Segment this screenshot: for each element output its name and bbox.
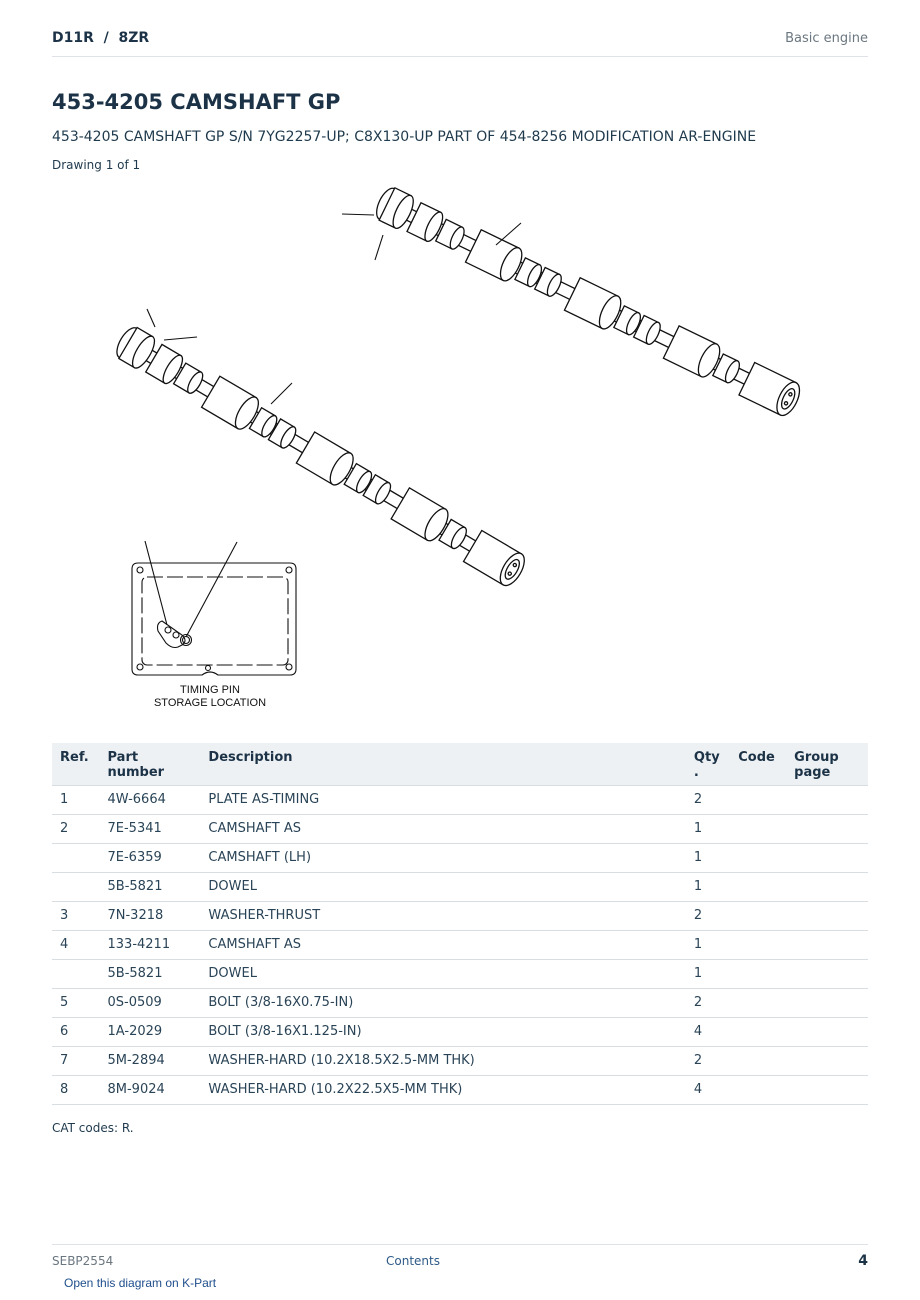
col-part-number: Part number: [100, 743, 201, 785]
cell-part-number: 4W-6664: [100, 785, 201, 814]
cell-qty: 1: [686, 930, 730, 959]
cell-code: [730, 843, 786, 872]
drawing-count-label: Drawing 1 of 1: [52, 158, 141, 172]
cell-part-number: 7E-6359: [100, 843, 201, 872]
cell-qty: 1: [686, 959, 730, 988]
cell-part-number: 5B-5821: [100, 959, 201, 988]
cell-description: DOWEL: [200, 959, 686, 988]
cell-code: [730, 988, 786, 1017]
inset-label-line1: TIMING PIN: [180, 684, 240, 696]
cell-group-page: [786, 1075, 868, 1104]
cell-part-number: 133-4211: [100, 930, 201, 959]
cell-group-page: [786, 872, 868, 901]
cell-qty: 2: [686, 988, 730, 1017]
page-subtitle: 453-4205 CAMSHAFT GP S/N 7YG2257-UP; C8X130-UP PART OF 454-8256 MODIFICATION AR-ENGINE: [52, 129, 757, 145]
inset-label-line2: STORAGE LOCATION: [153, 697, 267, 709]
cell-description: DOWEL: [200, 872, 686, 901]
cell-qty: 2: [686, 901, 730, 930]
cell-part-number: 5B-5821: [100, 872, 201, 901]
cell-code: [730, 872, 786, 901]
cell-description: PLATE AS-TIMING: [200, 785, 686, 814]
cell-description: WASHER-THRUST: [200, 901, 686, 930]
page-header: [52, 28, 868, 57]
cell-qty: 4: [686, 1075, 730, 1104]
table-row: [52, 1075, 868, 1104]
cell-code: [730, 1017, 786, 1046]
cell-ref: 6: [52, 1017, 100, 1046]
table-row: [52, 872, 868, 901]
cell-group-page: [786, 930, 868, 959]
cell-part-number: 7N-3218: [100, 901, 201, 930]
col-code: Code: [730, 743, 786, 785]
table-row: [52, 988, 868, 1017]
page-footer: [52, 1244, 868, 1275]
page-number: 4: [858, 1253, 868, 1269]
cell-group-page: [786, 988, 868, 1017]
cell-ref: 1: [52, 785, 100, 814]
camshaft-diagram: [100, 175, 820, 720]
cell-code: [730, 930, 786, 959]
cell-ref: [52, 872, 100, 901]
table-row: [52, 930, 868, 959]
cat-codes-note: CAT codes: R.: [52, 1121, 134, 1135]
cell-code: [730, 959, 786, 988]
cell-group-page: [786, 1046, 868, 1075]
callout-lines: [145, 214, 521, 637]
cell-code: [730, 814, 786, 843]
cell-description: BOLT (3/8-16X0.75-IN): [200, 988, 686, 1017]
cell-group-page: [786, 814, 868, 843]
col-group-page: Group page: [786, 743, 868, 785]
model-label: D11R / 8ZR: [52, 30, 150, 46]
col-description: Description: [200, 743, 686, 785]
cell-ref: [52, 959, 100, 988]
cell-description: CAMSHAFT (LH): [200, 843, 686, 872]
cell-qty: 4: [686, 1017, 730, 1046]
cell-ref: 3: [52, 901, 100, 930]
section-label: Basic engine: [785, 31, 868, 46]
contents-link[interactable]: Contents: [386, 1254, 440, 1268]
table-row: [52, 843, 868, 872]
table-row: [52, 785, 868, 814]
parts-table: [52, 743, 868, 1105]
cell-group-page: [786, 785, 868, 814]
kpart-link[interactable]: Open this diagram on K-Part: [64, 1276, 217, 1290]
cell-description: BOLT (3/8-16X1.125-IN): [200, 1017, 686, 1046]
table-row: [52, 901, 868, 930]
cell-ref: [52, 843, 100, 872]
page-title: 453-4205 CAMSHAFT GP: [52, 90, 341, 114]
cell-group-page: [786, 959, 868, 988]
document-number: SEBP2554: [52, 1254, 114, 1268]
cell-part-number: 1A-2029: [100, 1017, 201, 1046]
cell-ref: 8: [52, 1075, 100, 1104]
cell-qty: 1: [686, 872, 730, 901]
cell-code: [730, 1075, 786, 1104]
cell-part-number: 8M-9024: [100, 1075, 201, 1104]
table-row: [52, 1046, 868, 1075]
col-ref: Ref.: [52, 743, 100, 785]
cell-description: CAMSHAFT AS: [200, 814, 686, 843]
cell-group-page: [786, 843, 868, 872]
cell-part-number: 5M-2894: [100, 1046, 201, 1075]
camshaft-lh-drawing: [112, 323, 529, 589]
cell-qty: 2: [686, 1046, 730, 1075]
cell-part-number: 0S-0509: [100, 988, 201, 1017]
cell-qty: 1: [686, 843, 730, 872]
cell-description: WASHER-HARD (10.2X22.5X5-MM THK): [200, 1075, 686, 1104]
cell-ref: 5: [52, 988, 100, 1017]
cell-qty: 2: [686, 785, 730, 814]
cell-ref: 2: [52, 814, 100, 843]
col-qty: Qty .: [686, 743, 730, 785]
cell-group-page: [786, 901, 868, 930]
timing-pin-inset: [132, 563, 296, 675]
cell-group-page: [786, 1017, 868, 1046]
camshaft-rh-drawing: [372, 184, 804, 419]
cell-ref: 7: [52, 1046, 100, 1075]
cell-code: [730, 1046, 786, 1075]
table-header-row: [52, 743, 868, 785]
cell-ref: 4: [52, 930, 100, 959]
table-row: [52, 959, 868, 988]
cell-description: CAMSHAFT AS: [200, 930, 686, 959]
cell-description: WASHER-HARD (10.2X18.5X2.5-MM THK): [200, 1046, 686, 1075]
cell-qty: 1: [686, 814, 730, 843]
cell-code: [730, 785, 786, 814]
cell-part-number: 7E-5341: [100, 814, 201, 843]
cell-code: [730, 901, 786, 930]
table-row: [52, 1017, 868, 1046]
table-row: [52, 814, 868, 843]
